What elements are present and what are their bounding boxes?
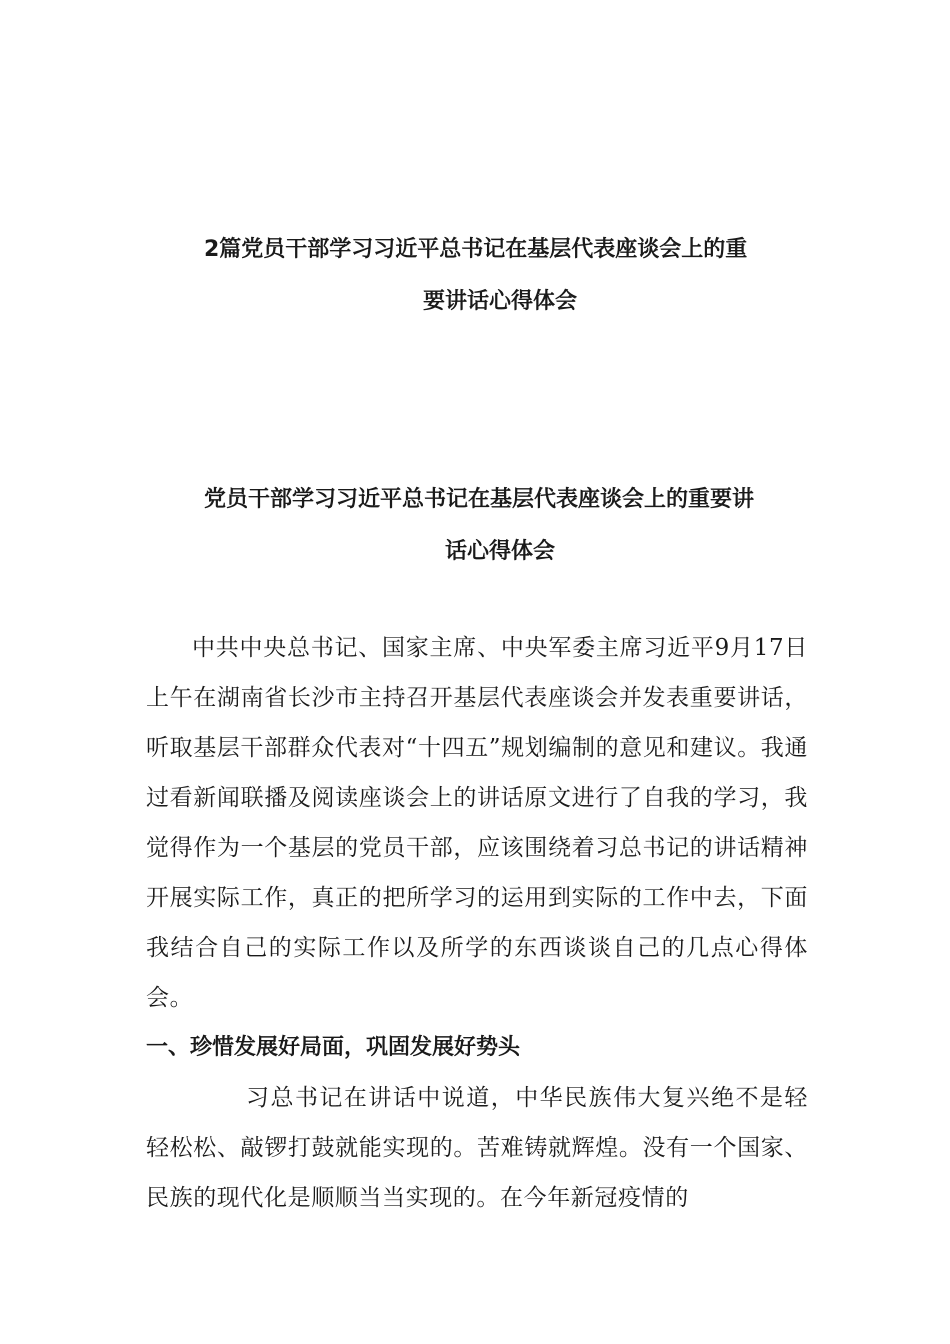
section-paragraph: 习总书记在讲话中说道，中华民族伟大复兴绝不是轻轻松松、敲锣打鼓就能实现的。苦难铸就辉煌。没有一个国家、民族的现代化是顺顺当当实现的。在今年新冠疫情的	[146, 1085, 808, 1211]
document-title-line-1: 2篇党员干部学习习近平总书记在基层代表座谈会上的重	[204, 237, 748, 262]
article-title-line-1: 党员干部学习习近平总书记在基层代表座谈会上的重要讲	[204, 487, 755, 512]
document-title	[190, 224, 810, 328]
intro-paragraph: 中共中央总书记、国家主席、中央军委主席习近平9月17日上午在湖南省长沙市主持召开基层代表座谈会并发表重要讲话，听取基层干部群众代表对“十四五”规划编制的意见和建议。我通过看新闻联播及阅读座谈会上的讲话原文进行了自我的学习，我觉得作为一个基层的党员干部，应该围绕着习总书记的讲话精神开展实际工作，真正的把所学习的运用到实际的工作中去，下面我结合自己的实际工作以及所学的东西谈谈自己的几点心得体会。	[146, 635, 808, 1011]
document-title-line-2: 要讲话心得体会	[422, 289, 577, 314]
article-title	[190, 474, 810, 578]
article-title-line-2: 话心得体会	[444, 539, 555, 564]
section-heading: 一、珍惜发展好局面，巩固发展好势头	[146, 1035, 521, 1060]
